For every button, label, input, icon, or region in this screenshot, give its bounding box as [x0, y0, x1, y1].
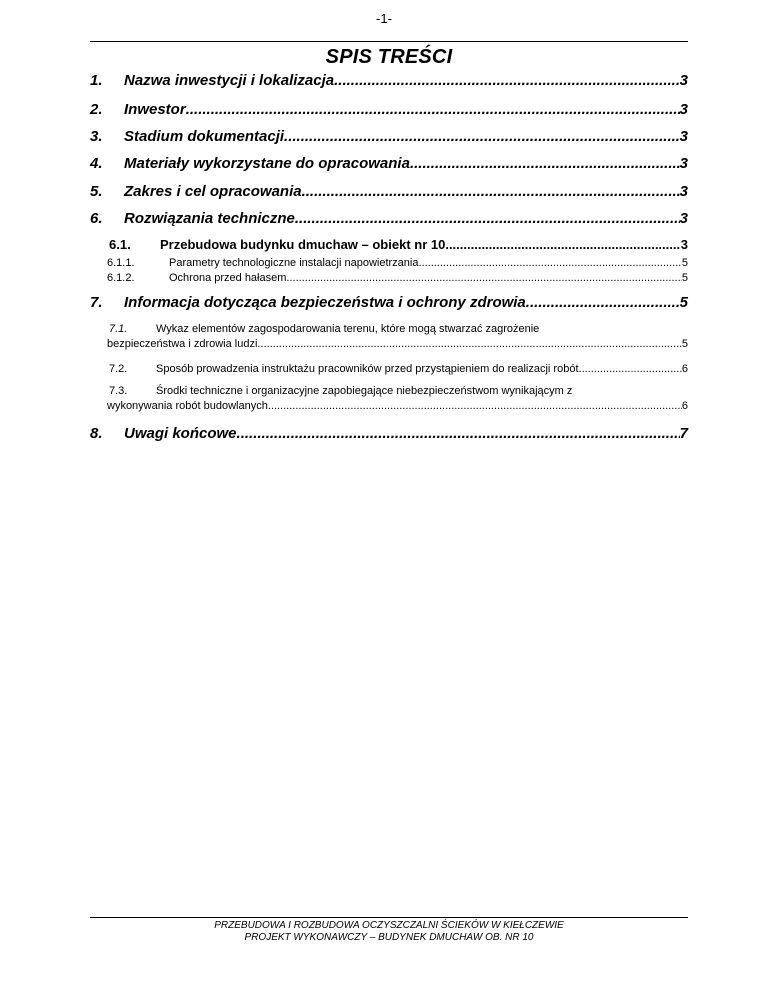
toc-entry-page: 6	[681, 363, 688, 375]
toc-entry-page: 5	[681, 272, 688, 284]
toc-entry-page: 5	[681, 257, 688, 269]
toc-entry-7-1[interactable]	[109, 323, 688, 350]
toc-entry-3[interactable]	[90, 128, 688, 145]
toc-entry-number: 7.1.	[109, 323, 128, 335]
toc-entry-1[interactable]	[90, 72, 688, 89]
toc-entry-number: 3.	[90, 128, 103, 145]
dot-leader	[530, 294, 680, 311]
toc-entry-title: Ochrona przed hałasem.	[169, 272, 290, 284]
header-divider	[90, 41, 688, 42]
toc-entry-title: Informacja dotycząca bezpieczeństwa i ochrony zdrowia.	[124, 294, 530, 311]
toc-entry-page: 3	[679, 155, 688, 172]
toc-entry-6[interactable]	[90, 210, 688, 227]
toc-entry-8[interactable]	[90, 425, 688, 442]
toc-entry-page: 3	[679, 128, 688, 145]
toc-entry-title: Zakres i cel opracowania	[124, 183, 302, 200]
footer-divider	[90, 917, 688, 918]
toc-entry-number: 6.	[90, 210, 103, 227]
footer-line-1: PRZEBUDOWA I ROZBUDOWA OCZYSZCZALNI ŚCIEKÓW W KIEŁCZEWIE	[214, 920, 564, 931]
toc-entry-title: Rozwiązania techniczne	[124, 210, 295, 227]
dot-leader	[289, 272, 681, 284]
dot-leader	[410, 155, 680, 172]
page-number: -1-	[376, 11, 392, 26]
toc-entry-7-2[interactable]	[109, 363, 688, 375]
dot-leader	[284, 128, 680, 145]
toc-entry-page: 3	[679, 101, 688, 118]
page-footer	[90, 920, 688, 944]
toc-entry-number: 7.3.	[109, 385, 128, 397]
toc-entry-title: Parametry technologiczne instalacji napowietrzania.	[169, 257, 422, 269]
toc-entry-number: 6.1.	[109, 237, 131, 252]
toc-entry-page: 3	[680, 237, 688, 252]
toc-entry-title: Inwestor	[124, 101, 186, 118]
toc-entry-number: 4.	[90, 155, 103, 172]
dot-leader	[445, 237, 680, 252]
toc-entry-title: Nazwa inwestycji i lokalizacja	[124, 72, 335, 89]
dot-leader	[422, 257, 682, 269]
toc-entry-number: 8.	[90, 425, 103, 442]
toc-entry-number: 7.	[90, 294, 103, 311]
toc-entry-title: Środki techniczne i organizacyjne zapobiegające niebezpieczeństwom wynikającym z	[156, 385, 573, 397]
toc-entry-6-1-2[interactable]	[107, 272, 688, 284]
dot-leader	[268, 400, 682, 412]
dot-leader	[237, 425, 680, 442]
toc-entry-title-continued: bezpieczeństwa i zdrowia ludzi.	[107, 338, 261, 350]
toc-entry-number: 7.2.	[109, 363, 128, 375]
toc-entry-6-1-1[interactable]	[107, 257, 688, 269]
toc-entry-title-continued: wykonywania robót budowlanych	[107, 400, 268, 412]
toc-entry-title: Wykaz elementów zagospodarowania terenu, które mogą stwarzać zagrożenie	[156, 323, 540, 335]
toc-entry-title: Przebudowa budynku dmuchaw – obiekt nr 10	[160, 237, 446, 252]
dot-leader	[295, 210, 680, 227]
toc-entry-page: 3	[679, 210, 688, 227]
toc-entry-number: 6.1.1.	[107, 257, 135, 269]
toc-entry-2[interactable]	[90, 101, 688, 118]
toc-entry-number: 5.	[90, 183, 103, 200]
toc-entry-title: Materiały wykorzystane do opracowania	[124, 155, 410, 172]
toc-entry-title: Sposób prowadzenia instruktażu pracowników przed przystąpieniem do realizacji robót.	[156, 363, 582, 375]
toc-entry-page: 7	[679, 425, 688, 442]
toc-entry-page: 3	[679, 183, 688, 200]
toc-entry-number: 2.	[90, 101, 103, 118]
dot-leader	[260, 338, 681, 350]
toc-entry-title: Stadium dokumentacji	[124, 128, 285, 145]
toc-entry-7[interactable]	[90, 294, 688, 311]
dot-leader	[334, 72, 680, 89]
toc-title: SPIS TREŚCI	[325, 46, 453, 68]
footer-line-2: PROJEKT WYKONAWCZY – BUDYNEK DMUCHAW OB. NR 10	[244, 932, 534, 943]
dot-leader	[186, 101, 680, 118]
dot-leader	[582, 363, 682, 375]
dot-leader	[302, 183, 680, 200]
toc-entry-number: 1.	[90, 72, 103, 89]
toc-entry-number: 6.1.2.	[107, 272, 135, 284]
toc-entry-6-1[interactable]	[109, 237, 688, 252]
toc-entry-page: 5	[679, 294, 688, 311]
toc-entry-page: 6	[681, 400, 688, 412]
toc-entry-page: 3	[679, 72, 688, 89]
toc-entry-page: 5	[681, 338, 688, 350]
toc-entry-title: Uwagi końcowe	[124, 425, 237, 442]
toc-entry-7-3[interactable]	[109, 385, 688, 412]
toc-entry-5[interactable]	[90, 183, 688, 200]
toc-entry-4[interactable]	[90, 155, 688, 172]
